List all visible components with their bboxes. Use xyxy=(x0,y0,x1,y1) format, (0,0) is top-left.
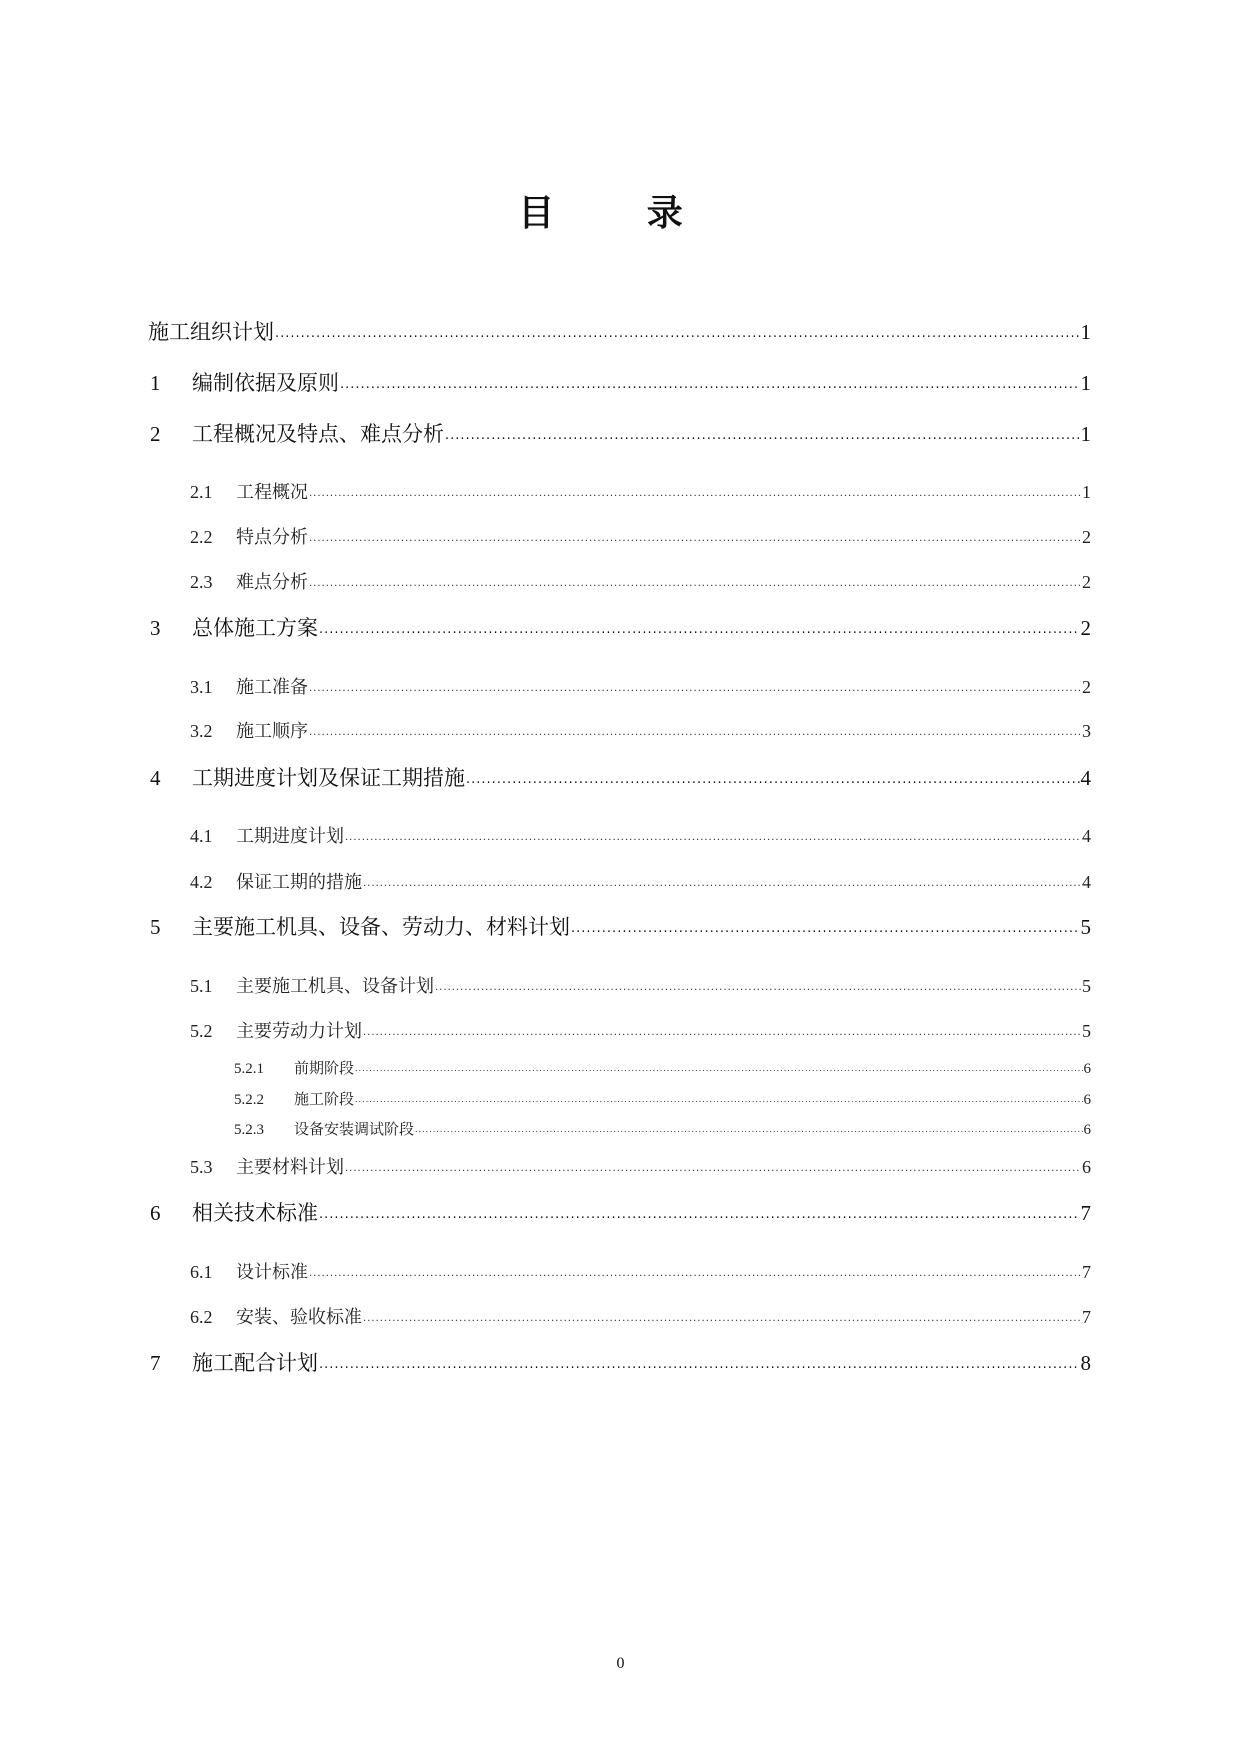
toc-entry-number: 5.2.3 xyxy=(234,1122,264,1138)
toc-leader-dots xyxy=(309,727,1081,738)
toc-entry[interactable] xyxy=(190,972,1091,998)
toc-entry[interactable] xyxy=(150,911,1091,941)
toc-entry-page: 2 xyxy=(1082,572,1091,592)
toc-entry-page: 6 xyxy=(1083,1122,1091,1138)
toc-leader-dots xyxy=(435,982,1081,993)
footer-page-number: 0 xyxy=(616,1655,625,1672)
toc-entry-page: 7 xyxy=(1082,1262,1091,1282)
toc-leader-dots xyxy=(345,832,1081,843)
toc-entry-page: 6 xyxy=(1083,1092,1091,1108)
toc-entry-title: 工程概况及特点、难点分析 xyxy=(192,422,444,446)
toc-entry-title: 施工准备 xyxy=(236,677,308,698)
toc-entry-page: 5 xyxy=(1082,976,1091,996)
toc-entry-page: 5 xyxy=(1082,1021,1091,1041)
toc-entry-number: 6 xyxy=(150,1201,161,1225)
toc-entry[interactable] xyxy=(190,868,1091,894)
toc-entry-page: 4 xyxy=(1082,826,1091,846)
toc-entry-title: 设计标准 xyxy=(236,1262,308,1283)
toc-leader-dots xyxy=(309,533,1081,544)
toc-entry-page: 1 xyxy=(1080,422,1091,446)
page-title: 目 录 xyxy=(518,193,723,234)
toc-entry[interactable] xyxy=(150,612,1091,642)
toc-entry-page: 8 xyxy=(1080,1351,1091,1375)
toc-entry-title: 施工配合计划 xyxy=(192,1351,318,1375)
toc-entry[interactable] xyxy=(150,418,1091,448)
toc-entry-page: 5 xyxy=(1080,915,1091,939)
toc-entry-page: 2 xyxy=(1082,527,1091,547)
toc-entry[interactable] xyxy=(234,1088,1091,1109)
toc-leader-dots xyxy=(319,1357,1080,1372)
toc-entry-page: 1 xyxy=(1080,320,1091,344)
toc-entry-number: 5.3 xyxy=(190,1157,213,1177)
toc-entry-title: 保证工期的措施 xyxy=(236,872,362,893)
toc-leader-dots xyxy=(571,921,1080,936)
toc-entry-title: 安装、验收标准 xyxy=(236,1307,362,1328)
toc-entry-number: 5.2.1 xyxy=(234,1061,264,1077)
toc-entry-number: 2 xyxy=(150,422,161,446)
toc-entry-page: 7 xyxy=(1080,1201,1091,1225)
toc-entry[interactable] xyxy=(190,523,1091,549)
toc-leader-dots xyxy=(309,683,1081,694)
toc-entry[interactable] xyxy=(190,1303,1091,1329)
toc-entry-number: 5.1 xyxy=(190,976,213,996)
toc-entry-title: 施工顺序 xyxy=(236,721,308,742)
toc-entry-title: 工程概况 xyxy=(236,482,308,503)
toc-entry[interactable] xyxy=(190,717,1091,743)
toc-entry[interactable] xyxy=(190,1017,1091,1043)
toc-leader-dots xyxy=(415,1125,1082,1134)
toc-entry[interactable] xyxy=(190,1153,1091,1179)
toc-leader-dots xyxy=(319,1207,1080,1222)
toc-entry-page: 1 xyxy=(1080,371,1091,395)
toc-entry-title: 前期阶段 xyxy=(294,1059,355,1077)
toc-entry-title: 工期进度计划及保证工期措施 xyxy=(192,766,465,790)
toc-entry[interactable] xyxy=(234,1057,1091,1078)
toc-entry[interactable] xyxy=(234,1118,1091,1139)
toc-entry-title: 工期进度计划 xyxy=(236,826,344,847)
toc-entry-number: 3.1 xyxy=(190,677,213,697)
toc-entry-page: 2 xyxy=(1080,616,1091,640)
toc-entry-number: 4.2 xyxy=(190,872,213,892)
toc-entry[interactable] xyxy=(190,568,1091,594)
toc-entry-page: 2 xyxy=(1082,677,1091,697)
toc-leader-dots xyxy=(340,377,1080,392)
toc-leader-dots xyxy=(363,1313,1081,1324)
toc-entry-title: 编制依据及原则 xyxy=(192,371,339,395)
toc-leader-dots xyxy=(445,428,1080,443)
toc-entry-title: 施工组织计划 xyxy=(148,320,274,344)
toc-leader-dots xyxy=(319,622,1080,637)
toc-entry-title: 主要施工机具、设备计划 xyxy=(236,976,434,997)
toc-entry[interactable] xyxy=(150,1347,1091,1377)
toc-entry-title: 主要劳动力计划 xyxy=(236,1021,362,1042)
toc-entry-number: 4 xyxy=(150,766,161,790)
toc-leader-dots xyxy=(309,488,1081,499)
toc-leader-dots xyxy=(345,1163,1081,1174)
toc-entry-page: 3 xyxy=(1082,721,1091,741)
toc-leader-dots xyxy=(363,1027,1081,1038)
toc-entry-page: 6 xyxy=(1082,1157,1091,1177)
toc-entry[interactable] xyxy=(190,478,1091,504)
toc-entry-title: 相关技术标准 xyxy=(192,1201,318,1225)
toc-entry[interactable] xyxy=(190,822,1091,848)
toc-entry-title: 总体施工方案 xyxy=(192,616,318,640)
toc-entry-page: 4 xyxy=(1080,766,1091,790)
toc-entry[interactable] xyxy=(150,367,1091,397)
toc-entry-page: 1 xyxy=(1082,482,1091,502)
toc-entry-number: 3.2 xyxy=(190,721,213,741)
toc-entry[interactable] xyxy=(150,1197,1091,1227)
toc-entry[interactable] xyxy=(190,673,1091,699)
toc-leader-dots xyxy=(309,578,1081,589)
toc-entry-page: 6 xyxy=(1083,1061,1091,1077)
toc-entry[interactable] xyxy=(148,316,1091,346)
toc-entry-number: 5 xyxy=(150,915,161,939)
toc-leader-dots xyxy=(309,1268,1081,1279)
toc-entry-title: 设备安装调试阶段 xyxy=(294,1120,415,1138)
toc-entry-number: 2.1 xyxy=(190,482,213,502)
toc-entry-title: 主要施工机具、设备、劳动力、材料计划 xyxy=(192,915,570,939)
toc-entry-number: 4.1 xyxy=(190,826,213,846)
toc-entry[interactable] xyxy=(150,762,1091,792)
toc-entry-number: 3 xyxy=(150,616,161,640)
toc-entry-number: 6.1 xyxy=(190,1262,213,1282)
toc-leader-dots xyxy=(355,1095,1082,1104)
toc-entry-page: 4 xyxy=(1082,872,1091,892)
toc-entry-title: 主要材料计划 xyxy=(236,1157,344,1178)
toc-entry-title: 难点分析 xyxy=(236,572,308,593)
toc-leader-dots xyxy=(275,326,1080,341)
toc-entry-number: 2.3 xyxy=(190,572,213,592)
toc-entry-number: 2.2 xyxy=(190,527,213,547)
toc-entry[interactable] xyxy=(190,1258,1091,1284)
toc-leader-dots xyxy=(466,772,1080,787)
toc-entry-number: 1 xyxy=(150,371,161,395)
toc-leader-dots xyxy=(355,1064,1082,1073)
toc-leader-dots xyxy=(363,878,1081,889)
toc-entry-title: 特点分析 xyxy=(236,527,308,548)
toc-entry-page: 7 xyxy=(1082,1307,1091,1327)
toc-entry-number: 5.2.2 xyxy=(234,1092,264,1108)
toc-entry-number: 5.2 xyxy=(190,1021,213,1041)
toc-entry-title: 施工阶段 xyxy=(294,1090,355,1108)
toc-entry-number: 7 xyxy=(150,1351,161,1375)
toc-entry-number: 6.2 xyxy=(190,1307,213,1327)
